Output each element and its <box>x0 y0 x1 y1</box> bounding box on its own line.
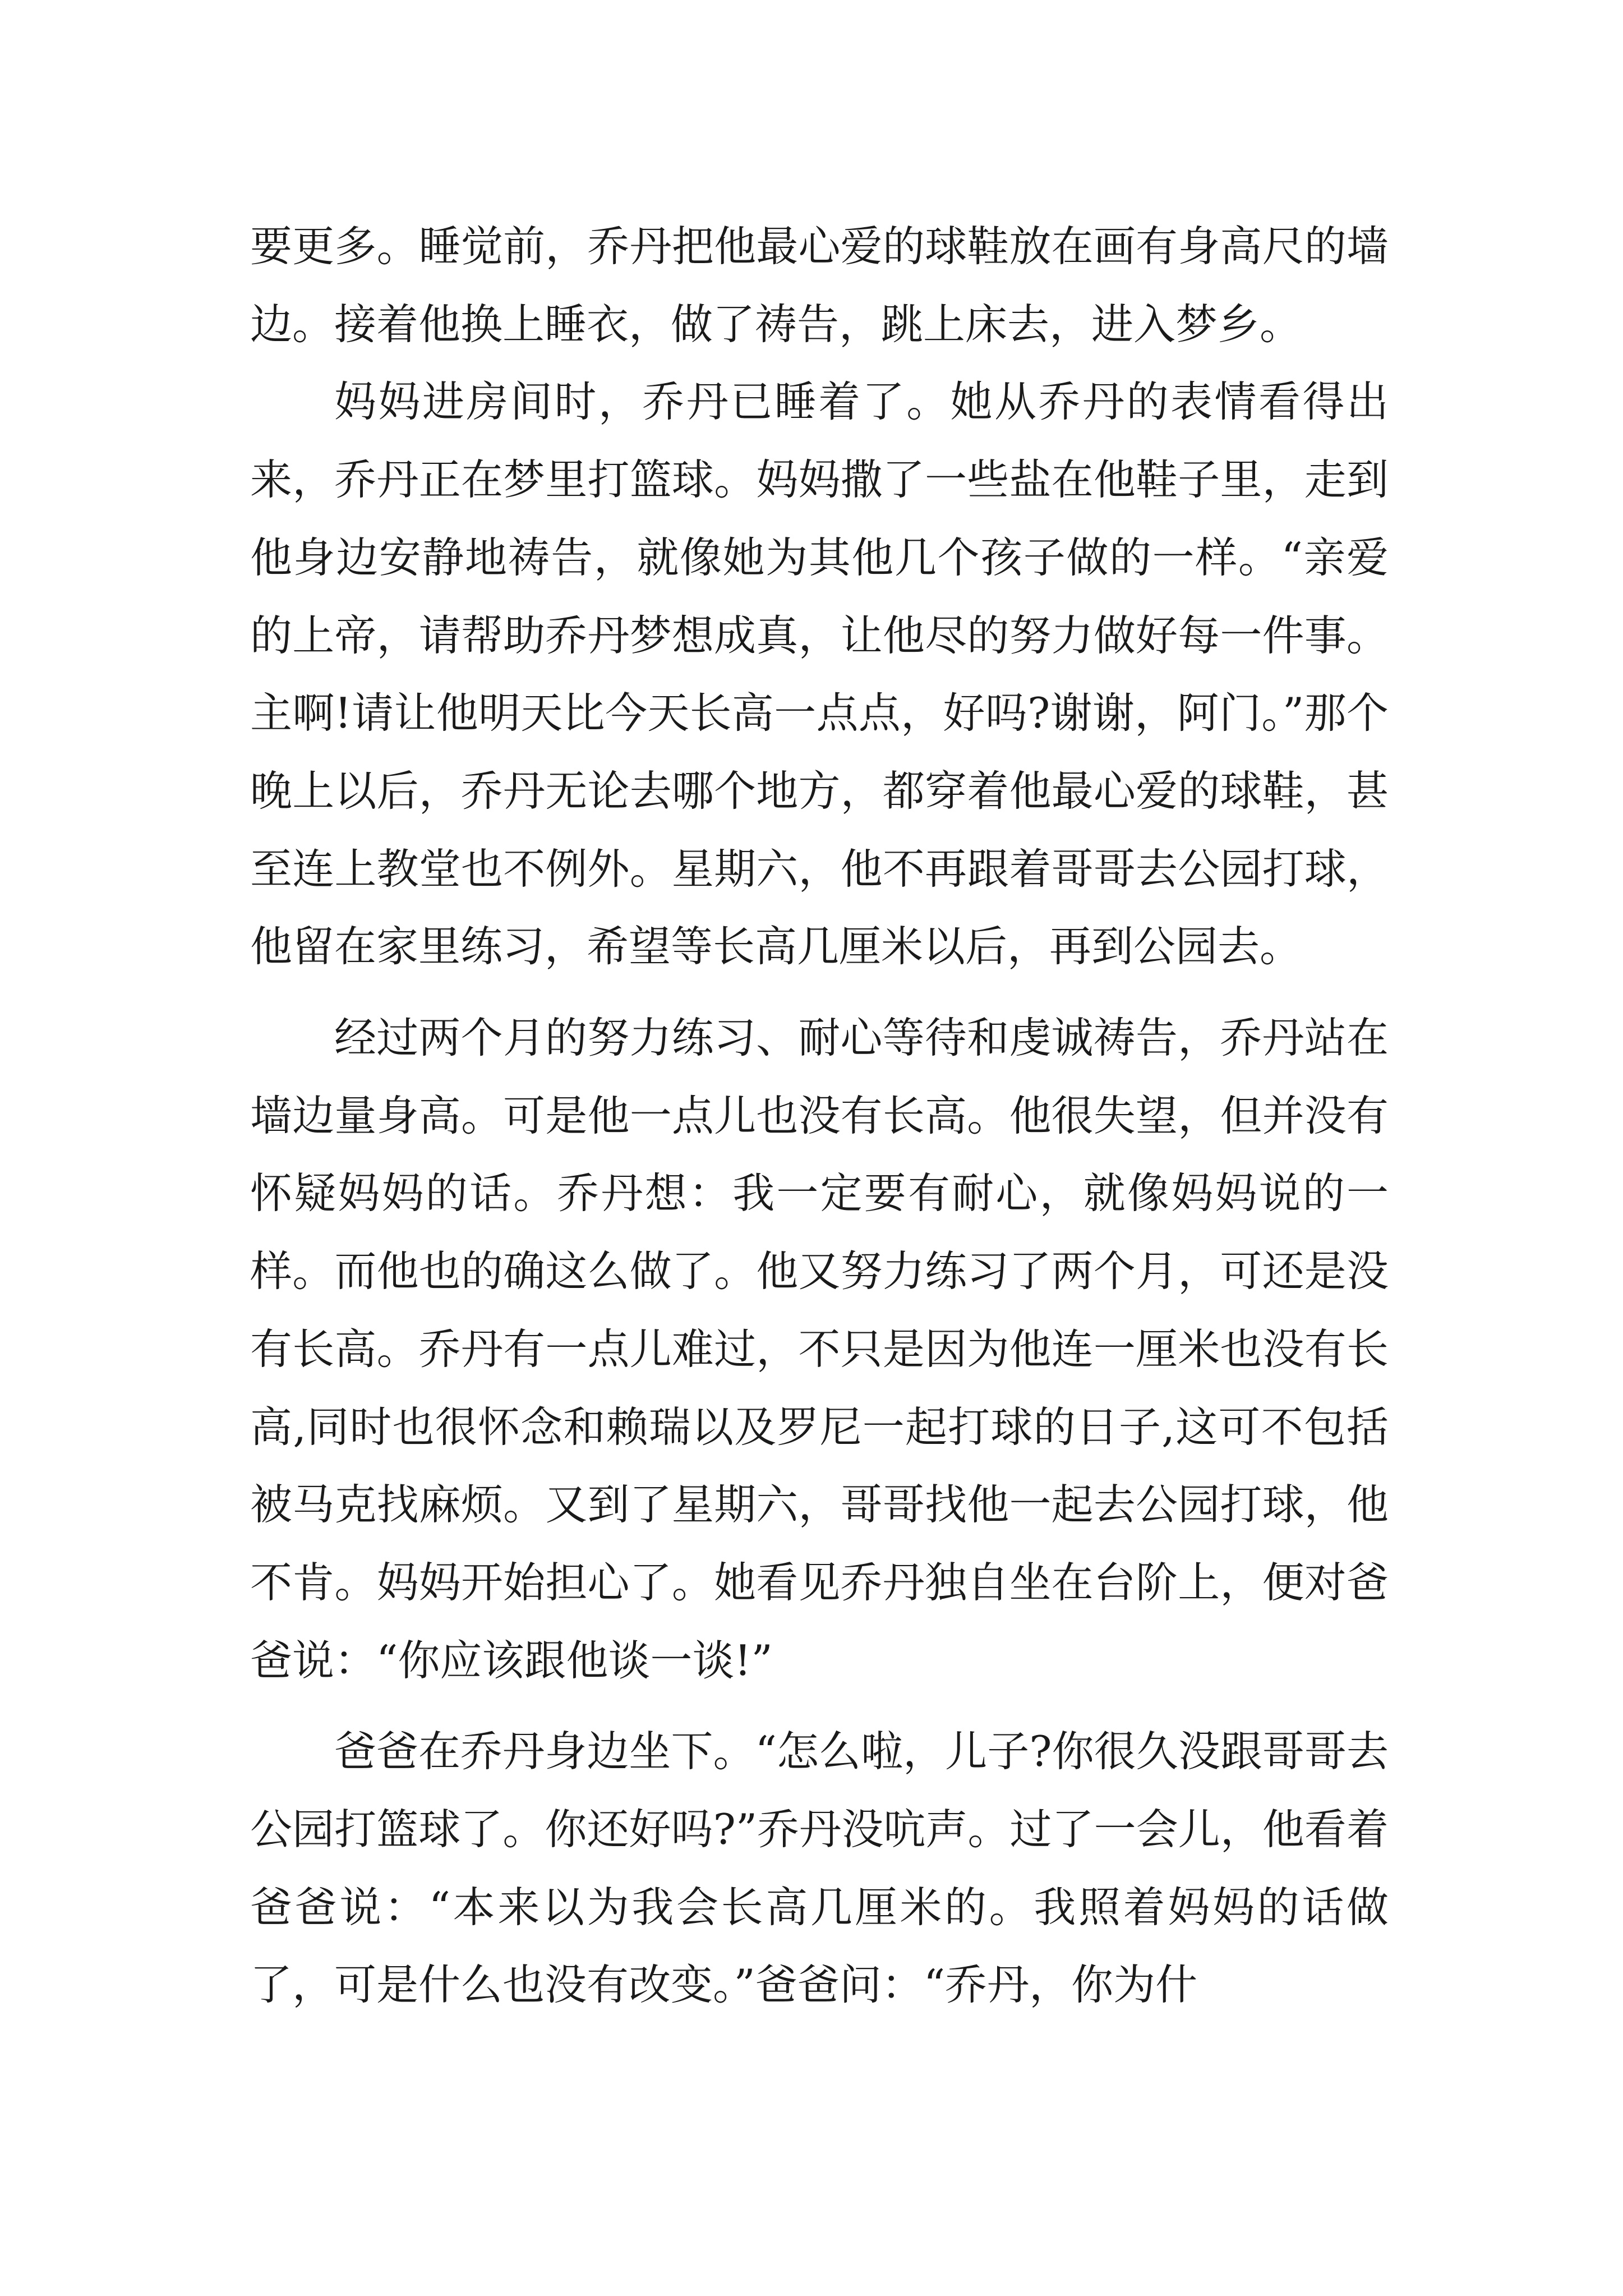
paragraph: 经过两个月的努力练习、耐心等待和虔诚祷告，乔丹站在墙边量身高。可是他一点儿也没有长高。他很失望，但并没有怀疑妈妈的话。乔丹想：我一定要有耐心，就像妈妈说的一样。而他也的确这么做了。他又努力练习了两个月，可还是没有长高。乔丹有一点儿难过，不只是因为他连一厘米也没有长高,同时也很怀念和赖瑞以及罗尼一起打球的日子,这可不包括被马克找麻烦。又到了星期六，哥哥找他一起去公园打球，他不肯。妈妈开始担心了。她看见乔丹独自坐在台阶上，便对爸爸说：“你应该跟他谈一谈!” <box>250 1013 1389 1685</box>
paragraph: 爸爸在乔丹身边坐下。“怎么啦，儿子?你很久没跟哥哥去公园打篮球了。你还好吗?”乔丹没吭声。过了一会儿，他看着爸爸说：“本来以为我会长高几厘米的。我照着妈妈的话做了，可是什么也没有改变。”爸爸问：“乔丹，你为什 <box>250 1727 1389 2010</box>
paragraph-continued: 要更多。睡觉前，乔丹把他最心爱的球鞋放在画有身高尺的墙边。接着他换上睡衣，做了祷告，跳上床去，进入梦乡。 <box>250 222 1389 349</box>
paragraph: 妈妈进房间时，乔丹已睡着了。她从乔丹的表情看得出来，乔丹正在梦里打篮球。妈妈撒了一些盐在他鞋子里，走到他身边安静地祷告，就像她为其他几个孩子做的一样。“亲爱的上帝，请帮助乔丹梦想成真，让他尽的努力做好每一件事。主啊!请让他明天比今天长高一点点，好吗?谢谢，阿门。”那个晚上以后，乔丹无论去哪个地方，都穿着他最心爱的球鞋，甚至连上教堂也不例外。星期六，他不再跟着哥哥去公园打球，他留在家里练习，希望等长高几厘米以后，再到公园去。 <box>250 377 1389 972</box>
body-text <box>250 208 1389 2024</box>
